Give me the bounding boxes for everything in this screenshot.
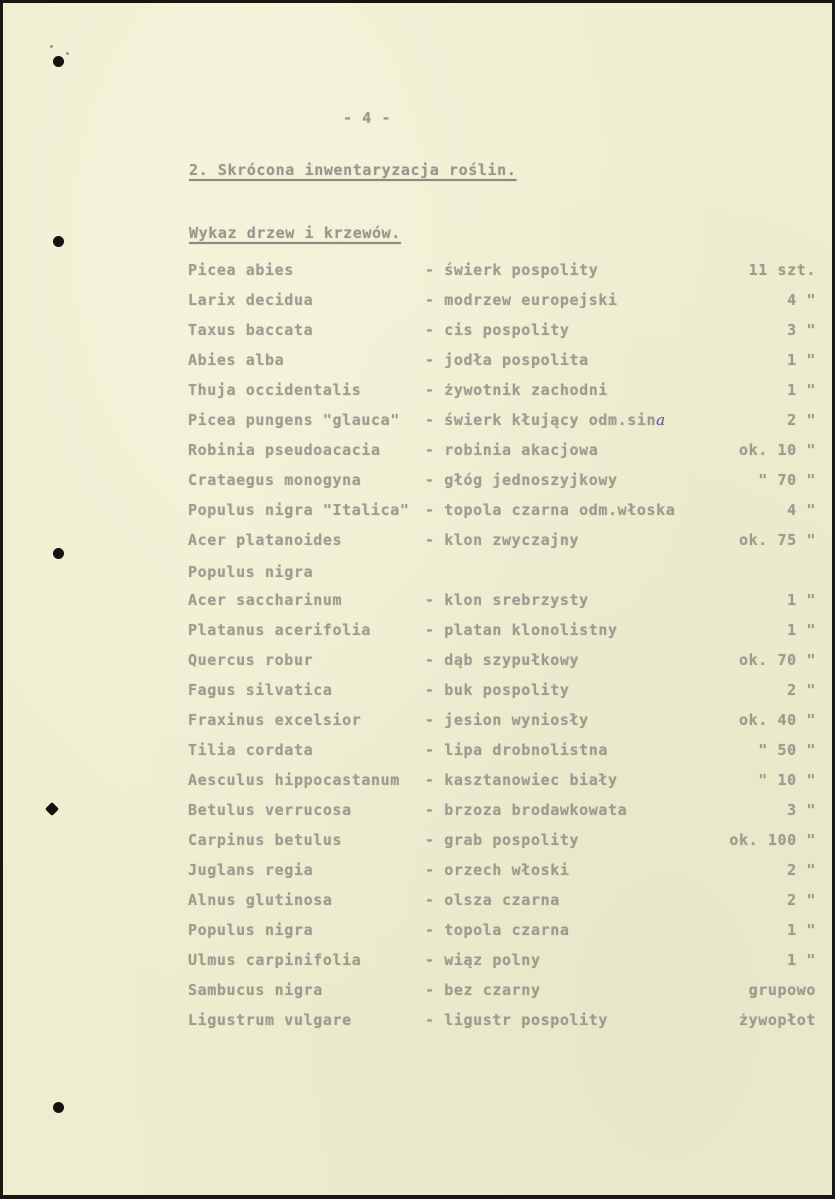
- polish-name-text: - kasztanowiec biały: [425, 771, 618, 789]
- polish-name-text: - grab pospolity: [425, 831, 580, 849]
- species-row: [3, 501, 832, 531]
- latin-name: Sambucus nigra: [188, 981, 323, 999]
- latin-name: Fagus silvatica: [188, 681, 333, 699]
- polish-name-text: - głóg jednoszyjkowy: [425, 471, 618, 489]
- polish-name: [425, 501, 675, 519]
- speck: [66, 52, 69, 55]
- species-row: [3, 621, 832, 651]
- quantity: 1 ": [787, 591, 816, 609]
- species-row: [3, 651, 832, 681]
- polish-name: [425, 321, 569, 339]
- quantity: 1 ": [787, 621, 816, 639]
- polish-name: [425, 831, 579, 849]
- quantity: 2 ": [787, 891, 816, 909]
- latin-name: Populus nigra: [188, 921, 314, 939]
- polish-name: [425, 891, 560, 909]
- species-row: [3, 261, 832, 291]
- species-row: [3, 741, 832, 771]
- quantity: ok. 100 ": [729, 831, 816, 849]
- latin-name: Ulmus carpinifolia: [188, 951, 362, 969]
- latin-name: Betulus verrucosa: [188, 801, 352, 819]
- species-row: [3, 951, 832, 981]
- latin-name: Platanus acerifolia: [188, 621, 371, 639]
- species-row: [3, 981, 832, 1011]
- section-title: 2. Skrócona inwentaryzacja roślin.: [189, 161, 517, 179]
- quantity: 3 ": [787, 321, 816, 339]
- latin-name: Picea pungens "glauca": [188, 411, 400, 429]
- polish-name: [425, 441, 598, 459]
- polish-name: [425, 771, 618, 789]
- latin-name: Carpinus betulus: [188, 831, 343, 849]
- polish-name-text: - żywotnik zachodni: [425, 381, 608, 399]
- latin-name: Taxus baccata: [188, 321, 314, 339]
- polish-name-text: - lipa drobnolistna: [425, 741, 608, 759]
- latin-name: Thuja occidentalis: [188, 381, 362, 399]
- quantity: 1 ": [787, 381, 816, 399]
- polish-name: [425, 471, 618, 489]
- polish-name-text: - jesion wyniosły: [425, 711, 589, 729]
- quantity: ok. 40 ": [738, 711, 816, 729]
- latin-name: Quercus robur: [188, 651, 314, 669]
- polish-name: [425, 981, 541, 999]
- species-row: [3, 563, 832, 593]
- quantity: " 50 ": [758, 741, 816, 759]
- document-page: [3, 3, 832, 1195]
- polish-name-text: - cis pospolity: [425, 321, 570, 339]
- species-row: [3, 531, 832, 561]
- polish-name-text: - topola czarna: [425, 921, 570, 939]
- species-row: [3, 441, 832, 471]
- quantity: " 70 ": [758, 471, 816, 489]
- species-row: [3, 921, 832, 951]
- handwritten-correction: a: [656, 411, 666, 429]
- species-row: [3, 321, 832, 351]
- polish-name-text: - topola czarna odm.włoska: [425, 501, 676, 519]
- polish-name-text: - modrzew europejski: [425, 291, 618, 309]
- latin-name: Picea abies: [188, 261, 294, 279]
- latin-name: Acer platanoides: [188, 531, 343, 549]
- polish-name: [425, 531, 579, 549]
- polish-name-text: - olsza czarna: [425, 891, 560, 909]
- species-row: [3, 591, 832, 621]
- polish-name-text: - wiąz polny: [425, 951, 541, 969]
- polish-name: [425, 681, 569, 699]
- polish-name-text: - robinia akacjowa: [425, 441, 599, 459]
- latin-name: Acer saccharinum: [188, 591, 343, 609]
- polish-name: [425, 951, 541, 969]
- latin-name: Juglans regia: [188, 861, 314, 879]
- punch-hole: [53, 236, 64, 247]
- quantity: " 10 ": [758, 771, 816, 789]
- species-row: [3, 411, 832, 441]
- polish-name: [425, 651, 579, 669]
- quantity: 3 ": [787, 801, 816, 819]
- species-row: [3, 801, 832, 831]
- species-row: [3, 681, 832, 711]
- latin-name: Larix decidua: [188, 291, 314, 309]
- subsection-title: Wykaz drzew i krzewów.: [189, 224, 401, 242]
- polish-name-text: - jodła pospolita: [425, 351, 589, 369]
- polish-name-text: - platan klonolistny: [425, 621, 618, 639]
- polish-name-text: - klon srebrzysty: [425, 591, 589, 609]
- polish-name: [425, 291, 618, 309]
- polish-name: [425, 261, 598, 279]
- polish-name: [425, 591, 589, 609]
- punch-hole: [53, 1102, 64, 1113]
- polish-name-text: - klon zwyczajny: [425, 531, 580, 549]
- latin-name: Populus nigra: [188, 563, 314, 581]
- polish-name: [425, 921, 569, 939]
- polish-name-text: - świerk pospolity: [425, 261, 599, 279]
- polish-name: [425, 801, 627, 819]
- polish-name-text: - dąb szypułkowy: [425, 651, 580, 669]
- latin-name: Abies alba: [188, 351, 285, 369]
- polish-name-text: - ligustr pospolity: [425, 1011, 608, 1029]
- polish-name: [425, 711, 589, 729]
- quantity: 1 ": [787, 951, 816, 969]
- quantity: 2 ": [787, 861, 816, 879]
- quantity: grupowo: [748, 981, 816, 999]
- species-row: [3, 711, 832, 741]
- species-row: [3, 891, 832, 921]
- polish-name: [425, 411, 666, 429]
- species-row: [3, 831, 832, 861]
- polish-name-text: - świerk kłujący odm.sin: [425, 411, 657, 429]
- latin-name: Robinia pseudoacacia: [188, 441, 381, 459]
- polish-name: [425, 351, 589, 369]
- polish-name-text: - brzoza brodawkowata: [425, 801, 628, 819]
- polish-name: [425, 861, 569, 879]
- latin-name: Fraxinus excelsior: [188, 711, 362, 729]
- latin-name: Crataegus monogyna: [188, 471, 362, 489]
- polish-name: [425, 741, 608, 759]
- quantity: ok. 75 ": [738, 531, 816, 549]
- quantity: ok. 70 ": [738, 651, 816, 669]
- species-row: [3, 381, 832, 411]
- latin-name: Ligustrum vulgare: [188, 1011, 352, 1029]
- quantity: 1 ": [787, 351, 816, 369]
- polish-name: [425, 621, 618, 639]
- quantity: 2 ": [787, 411, 816, 429]
- polish-name: [425, 381, 608, 399]
- punch-hole: [53, 56, 64, 67]
- quantity: żywopłot: [738, 1011, 816, 1029]
- species-row: [3, 861, 832, 891]
- quantity: 2 ": [787, 681, 816, 699]
- quantity: 1 ": [787, 921, 816, 939]
- species-row: [3, 771, 832, 801]
- species-row: [3, 1011, 832, 1041]
- polish-name-text: - buk pospolity: [425, 681, 570, 699]
- species-row: [3, 291, 832, 321]
- quantity: 4 ": [787, 291, 816, 309]
- speck: [50, 45, 53, 48]
- latin-name: Aesculus hippocastanum: [188, 771, 400, 789]
- quantity: ok. 10 ": [738, 441, 816, 459]
- polish-name-text: - bez czarny: [425, 981, 541, 999]
- latin-name: Alnus glutinosa: [188, 891, 333, 909]
- species-row: [3, 351, 832, 381]
- polish-name: [425, 1011, 608, 1029]
- quantity: 11 szt.: [748, 261, 816, 279]
- quantity: 4 ": [787, 501, 816, 519]
- latin-name: Populus nigra "Italica": [188, 501, 410, 519]
- species-row: [3, 471, 832, 501]
- polish-name-text: - orzech włoski: [425, 861, 570, 879]
- page-number: - 4 -: [343, 109, 392, 127]
- latin-name: Tilia cordata: [188, 741, 314, 759]
